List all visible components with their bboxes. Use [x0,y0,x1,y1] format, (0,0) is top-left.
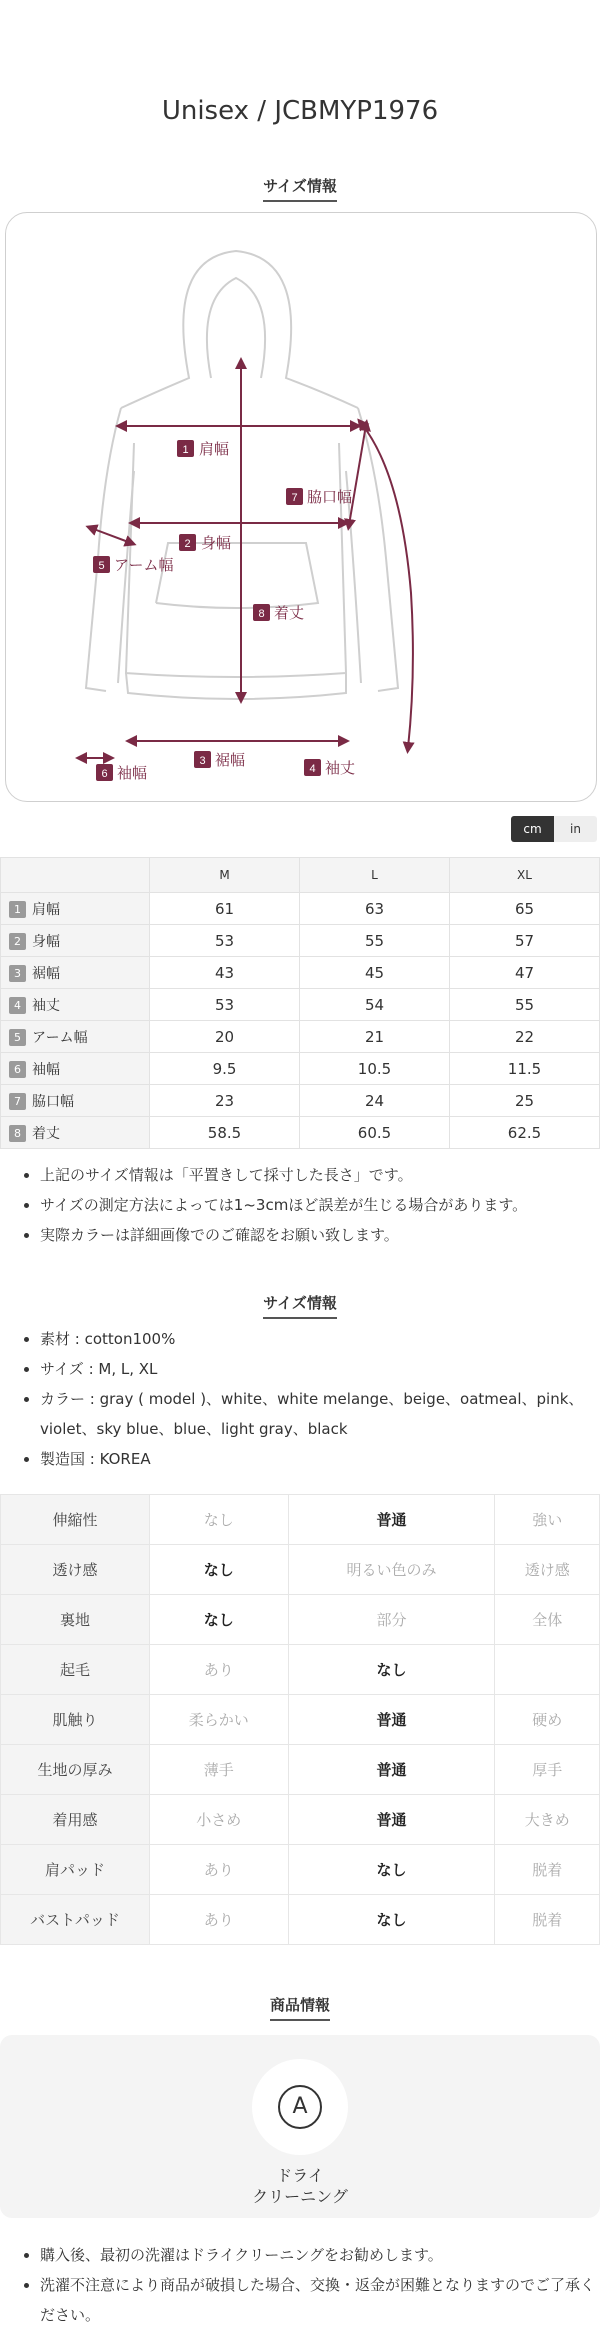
cell: 透け感 [495,1545,600,1595]
cell: 47 [450,957,600,989]
cell: 11.5 [450,1053,600,1085]
cell-selected: 普通 [288,1795,495,1845]
table-row [1,1645,600,1695]
size-diagram [5,212,597,802]
cell-selected: 普通 [288,1495,495,1545]
row-label: 4 袖丈 [1,989,150,1021]
svg-text:2: 2 [184,538,191,550]
row-label: 3 裾幅 [1,957,150,989]
fabric-table [0,1494,600,1945]
cell: 54 [300,989,450,1021]
diagram-label-2 [179,534,231,552]
list-item: • 洗濯不注意により商品が破損した場合、交換・返金が困難となりますのでご了承ください。 [40,2270,600,2330]
dry-clean-icon: A [252,2059,348,2155]
cell: 53 [150,989,300,1021]
cell: 23 [150,1085,300,1117]
svg-text:7: 7 [291,492,298,504]
diagram-label-7 [286,488,352,506]
table-row [1,1117,600,1149]
cell-selected: なし [288,1895,495,1945]
cell: 9.5 [150,1053,300,1085]
table-row [1,1085,600,1117]
list-item: • サイズの測定方法によっては1~3cmほど誤差が生じる場合があります。 [40,1190,600,1220]
care-label: ドライ クリーニング [252,2166,348,2206]
table-row [1,1795,600,1845]
svg-text:肩幅: 肩幅 [199,441,230,458]
row-label: 1 肩幅 [1,893,150,925]
table-row [1,1895,600,1945]
table-row [1,925,600,957]
table-row [1,1545,600,1595]
cell: 小さめ [150,1795,289,1845]
product-section-title: 商品情報 [0,1994,600,2021]
diagram-label-4 [304,759,355,777]
unit-in-button[interactable]: in [554,816,597,842]
size-header-m: M [150,858,300,893]
cell: 65 [450,893,600,925]
list-item: • サイズ : M, L, XL [40,1354,600,1384]
list-item: • 製造国 : KOREA [40,1444,600,1474]
unit-cm-button[interactable]: cm [511,816,554,842]
cell: 22 [450,1021,600,1053]
diagram-label-3 [194,751,245,769]
cell: 10.5 [300,1053,450,1085]
size-info-section-title: サイズ情報 [0,1292,600,1319]
cell-selected: なし [288,1845,495,1895]
cell: 明るい色のみ [288,1545,495,1595]
list-item: • 実際カラーは詳細画像でのご確認をお願い致します。 [40,1220,600,1250]
cell-selected: なし [150,1545,289,1595]
diagram-label-8 [253,604,304,622]
table-row [1,893,600,925]
cell-selected: なし [288,1645,495,1695]
cell: 部分 [288,1595,495,1645]
cell: 53 [150,925,300,957]
cell: 21 [300,1021,450,1053]
row-label: 透け感 [1,1545,150,1595]
cell: 柔らかい [150,1695,289,1745]
cell-selected: なし [150,1595,289,1645]
table-row [1,1845,600,1895]
cell: 24 [300,1085,450,1117]
diagram-label-5 [93,556,174,574]
list-item: • カラー : gray ( model )、white、white melange、beige、oatmeal、pink、violet、sky blue、blue、light gray、black [40,1384,600,1444]
table-row [1,1745,600,1795]
table-row [1,989,600,1021]
cell: 57 [450,925,600,957]
cell [495,1645,600,1695]
cell: 20 [150,1021,300,1053]
cell: あり [150,1895,289,1945]
row-label: 6 袖幅 [1,1053,150,1085]
list-item: • 購入後、最初の洗濯はドライクリーニングをお勧めします。 [40,2240,600,2270]
size-header-l: L [300,858,450,893]
list-item: • 上記のサイズ情報は「平置きして採寸した長さ」です。 [40,1160,600,1190]
table-row [1,1595,600,1645]
cell: 62.5 [450,1117,600,1149]
product-notes [0,2240,600,2330]
row-label: 起毛 [1,1645,150,1695]
svg-text:脇口幅: 脇口幅 [307,489,353,506]
cell: 厚手 [495,1745,600,1795]
cell: 55 [450,989,600,1021]
size-table-corner [1,858,150,893]
size-header-xl: XL [450,858,600,893]
diagram-label-1 [177,440,229,458]
page-title: Unisex / JCBMYP1976 [161,96,439,126]
cell: あり [150,1645,289,1695]
row-label: バストパッド [1,1895,150,1945]
size-section-title: サイズ情報 [0,175,600,202]
hoodie-diagram [6,213,596,801]
table-row [1,1695,600,1745]
line-5 [91,528,131,543]
size-table [0,857,600,1149]
row-label: 肌触り [1,1695,150,1745]
row-label: 8 着丈 [1,1117,150,1149]
svg-text:袖幅: 袖幅 [117,765,148,782]
cell: 43 [150,957,300,989]
unit-toggle[interactable] [511,816,597,842]
svg-text:袖丈: 袖丈 [325,760,356,777]
cell: 脱着 [495,1895,600,1945]
cell: 全体 [495,1595,600,1645]
svg-text:1: 1 [182,444,189,456]
row-label: 5 アーム幅 [1,1021,150,1053]
svg-text:3: 3 [199,755,206,767]
cell: 63 [300,893,450,925]
size-notes [0,1160,600,1250]
svg-text:アーム幅: アーム幅 [114,557,174,574]
cell: 58.5 [150,1117,300,1149]
cell-selected: 普通 [288,1695,495,1745]
svg-text:身幅: 身幅 [201,535,232,552]
spec-notes [0,1324,600,1474]
list-item: • 素材 : cotton100% [40,1324,600,1354]
cell: 大きめ [495,1795,600,1845]
cell: 61 [150,893,300,925]
row-label: 7 脇口幅 [1,1085,150,1117]
line-7 [349,425,366,525]
row-label: 伸縮性 [1,1495,150,1545]
row-label: 肩パッド [1,1845,150,1895]
cell: 55 [300,925,450,957]
cell: あり [150,1845,289,1895]
row-label: 生地の厚み [1,1745,150,1795]
svg-text:8: 8 [258,608,265,620]
cell: 45 [300,957,450,989]
cell: 強い [495,1495,600,1545]
table-row [1,1053,600,1085]
svg-text:6: 6 [101,768,108,780]
svg-text:4: 4 [309,763,316,775]
diagram-label-6 [96,764,147,782]
cell-selected: 普通 [288,1745,495,1795]
svg-text:裾幅: 裾幅 [215,752,246,769]
care-box [0,2035,600,2218]
row-label: 2 身幅 [1,925,150,957]
cell: 硬め [495,1695,600,1745]
cell: なし [150,1495,289,1545]
cell: 25 [450,1085,600,1117]
svg-text:着丈: 着丈 [274,605,305,622]
line-4 [361,423,413,748]
cell: 薄手 [150,1745,289,1795]
row-label: 裏地 [1,1595,150,1645]
table-row [1,1495,600,1545]
row-label: 着用感 [1,1795,150,1845]
svg-text:5: 5 [98,560,105,572]
table-row [1,957,600,989]
cell: 脱着 [495,1845,600,1895]
table-row [1,1021,600,1053]
cell: 60.5 [300,1117,450,1149]
